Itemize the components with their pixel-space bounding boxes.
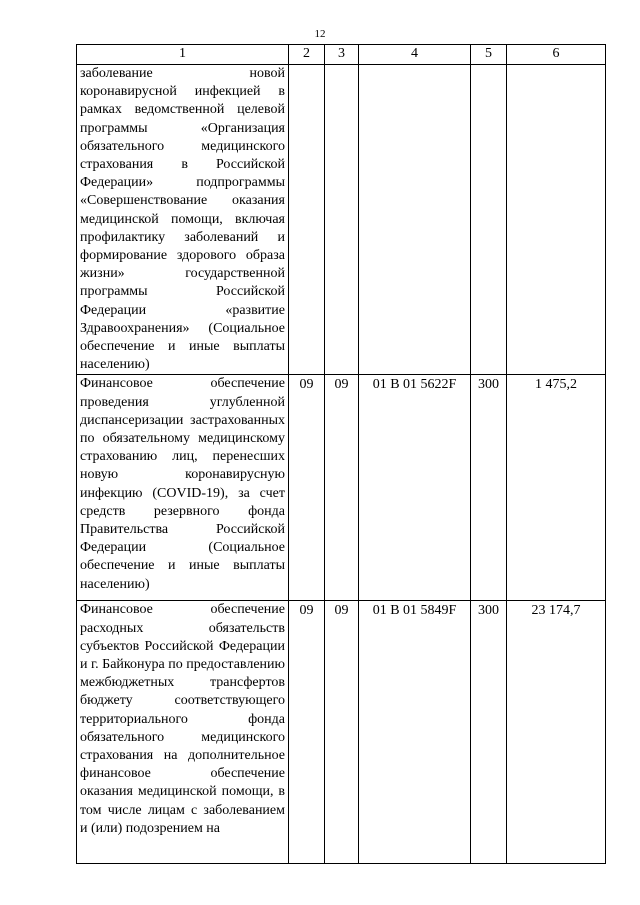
row-target-code: 01 В 01 5849F [359, 601, 471, 864]
row-description: Финансовое обеспечение проведения углубленной диспансеризации застрахованных по обязательному медицинскому страхованию лиц, перенесших новую коронавирусную инфекцию (COVID-19), за счет средств резервного фонда Правительства Российской Федерации (Социальное обеспечение и иные выплаты населению) [77, 375, 289, 601]
row-section [289, 65, 325, 375]
row-expense-type: 300 [471, 601, 507, 864]
column-header: 4 [359, 45, 471, 65]
row-amount: 23 174,7 [507, 601, 606, 864]
row-description: заболевание новой коронавирусной инфекцией в рамках ведомственной целевой программы «Организация обязательного медицинского страхования в Российской Федерации» подпрограммы «Совершенствование оказания медицинской помощи, включая профилактику заболеваний и формирование здорового образа жизни» государственной программы Российской Федерации «развитие Здравоохранения» (Социальное обеспечение и иные выплаты населению) [77, 65, 289, 375]
column-header: 2 [289, 45, 325, 65]
table-header-row [77, 45, 606, 65]
page-number: 12 [314, 28, 326, 40]
row-amount [507, 65, 606, 375]
row-target-code: 01 В 01 5622F [359, 375, 471, 601]
row-expense-type: 300 [471, 375, 507, 601]
row-section: 09 [289, 601, 325, 864]
column-header: 6 [507, 45, 606, 65]
row-description: Финансовое обеспечение расходных обязательств субъектов Российской Федерации и г. Байконура по предоставлению межбюджетных трансфертов бюджету соответствующего территориального фонда обязательного медицинского страхования на дополнительное финансовое обеспечение оказания медицинской помощи, в том числе лицам с заболеванием и (или) подозрением на [77, 601, 289, 864]
row-section: 09 [289, 375, 325, 601]
row-subsection: 09 [325, 375, 359, 601]
column-header: 3 [325, 45, 359, 65]
row-target-code [359, 65, 471, 375]
budget-table [76, 44, 606, 864]
row-subsection: 09 [325, 601, 359, 864]
table-row [77, 65, 606, 375]
column-header: 5 [471, 45, 507, 65]
row-amount: 1 475,2 [507, 375, 606, 601]
row-subsection [325, 65, 359, 375]
table-row [77, 601, 606, 864]
column-header: 1 [77, 45, 289, 65]
row-expense-type [471, 65, 507, 375]
table-row [77, 375, 606, 601]
